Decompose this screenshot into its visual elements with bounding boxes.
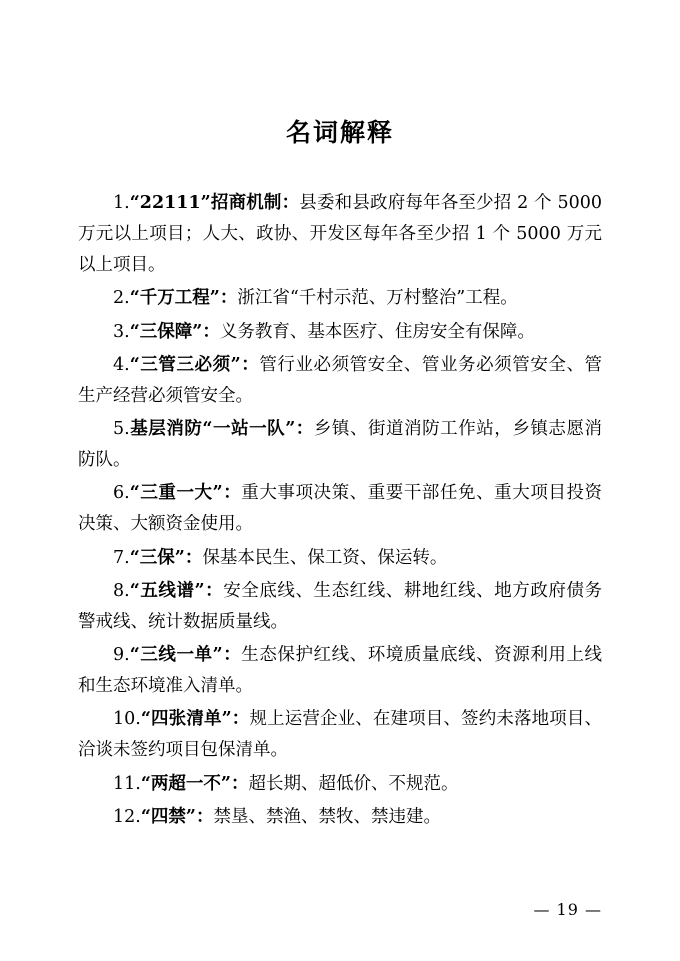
- item-separator: ：: [295, 418, 314, 439]
- item-index: 5.: [113, 418, 130, 439]
- item-index: 11.: [113, 773, 141, 794]
- definition-item: [78, 640, 602, 702]
- item-separator: ：: [195, 806, 214, 827]
- item-index: 2.: [113, 288, 130, 309]
- item-term: “三重一大”: [129, 483, 223, 504]
- item-separator: ：: [222, 644, 242, 665]
- item-text: 县委和县政府每年各至少招 2 个 5000 万元以上项目；人大、政协、开发区每年各至少招 1 个 5000 万元以上项目。: [78, 193, 603, 276]
- document-body: [0, 188, 680, 833]
- item-term: “三保”: [129, 547, 185, 568]
- definition-item: [78, 350, 602, 412]
- item-term: “三保障”: [129, 321, 203, 342]
- item-term: “三线一单”: [129, 644, 223, 665]
- item-index: 9.: [113, 644, 130, 665]
- page-title: 名词解释: [285, 118, 394, 147]
- item-term: “三管三必须”: [129, 354, 241, 375]
- item-index: 12.: [113, 806, 141, 827]
- item-separator: ：: [231, 709, 250, 730]
- definition-item: [78, 283, 602, 314]
- item-separator: ：: [219, 288, 238, 309]
- definition-item: [78, 543, 602, 574]
- item-text: 乡镇、街道消防工作站，乡镇志愿消防队。: [78, 418, 603, 471]
- item-text: 安全底线、生态红线、耕地红线、地方政府债务警戒线、统计数据质量线。: [78, 580, 603, 632]
- item-separator: ：: [204, 580, 224, 601]
- item-index: 6.: [113, 483, 130, 504]
- item-separator: ：: [202, 321, 220, 342]
- item-text: 超长期、超低价、不规范。: [248, 773, 459, 794]
- item-text: 禁垦、禁渔、禁牧、禁违建。: [213, 806, 441, 827]
- item-text: 浙江省“千村示范、万村整治”工程。: [237, 288, 518, 309]
- item-term: “千万工程”: [129, 288, 220, 309]
- definition-item: [78, 188, 602, 281]
- page-number: — 19 —: [533, 900, 602, 919]
- definition-item: [78, 704, 602, 766]
- definition-item: [78, 576, 602, 638]
- item-index: 3.: [113, 321, 130, 342]
- item-term: “四张清单”: [140, 709, 232, 730]
- item-index: 8.: [113, 580, 130, 601]
- definition-item: [78, 769, 602, 800]
- item-text: 保基本民生、保工资、保运转。: [202, 547, 448, 568]
- definition-item: [78, 802, 602, 833]
- definition-item: [78, 414, 602, 476]
- item-index: 4.: [113, 354, 130, 375]
- item-text: 重大事项决策、重要干部任免、重大项目投资决策、大额资金使用。: [78, 483, 603, 535]
- item-text: 义务教育、基本医疗、住房安全有保障。: [219, 321, 535, 342]
- item-term: “五线谱”: [129, 580, 205, 601]
- item-term: “四禁”: [140, 806, 196, 827]
- item-index: 10.: [113, 709, 141, 730]
- item-separator: ：: [281, 193, 300, 213]
- item-index: 1.: [113, 193, 130, 213]
- item-text: 管行业必须管安全、管业务必须管安全、管生产经营必须管安全。: [78, 354, 603, 406]
- item-separator: ：: [222, 483, 242, 504]
- definition-item: [78, 478, 602, 540]
- item-term: “两超一不”: [140, 773, 231, 794]
- item-index: 7.: [113, 547, 130, 568]
- item-term: “22111”招商机制: [129, 193, 282, 213]
- item-separator: ：: [184, 547, 203, 568]
- definition-item: [78, 317, 602, 348]
- item-term: 基层消防“一站一队”: [129, 418, 296, 439]
- item-separator: ：: [240, 354, 260, 375]
- item-separator: ：: [230, 773, 249, 794]
- item-text: 规上运营企业、在建项目、签约未落地项目、洽谈未签约项目包保清单。: [78, 709, 603, 761]
- item-text: 生态保护红线、环境质量底线、资源利用上线和生态环境准入清单。: [78, 644, 603, 697]
